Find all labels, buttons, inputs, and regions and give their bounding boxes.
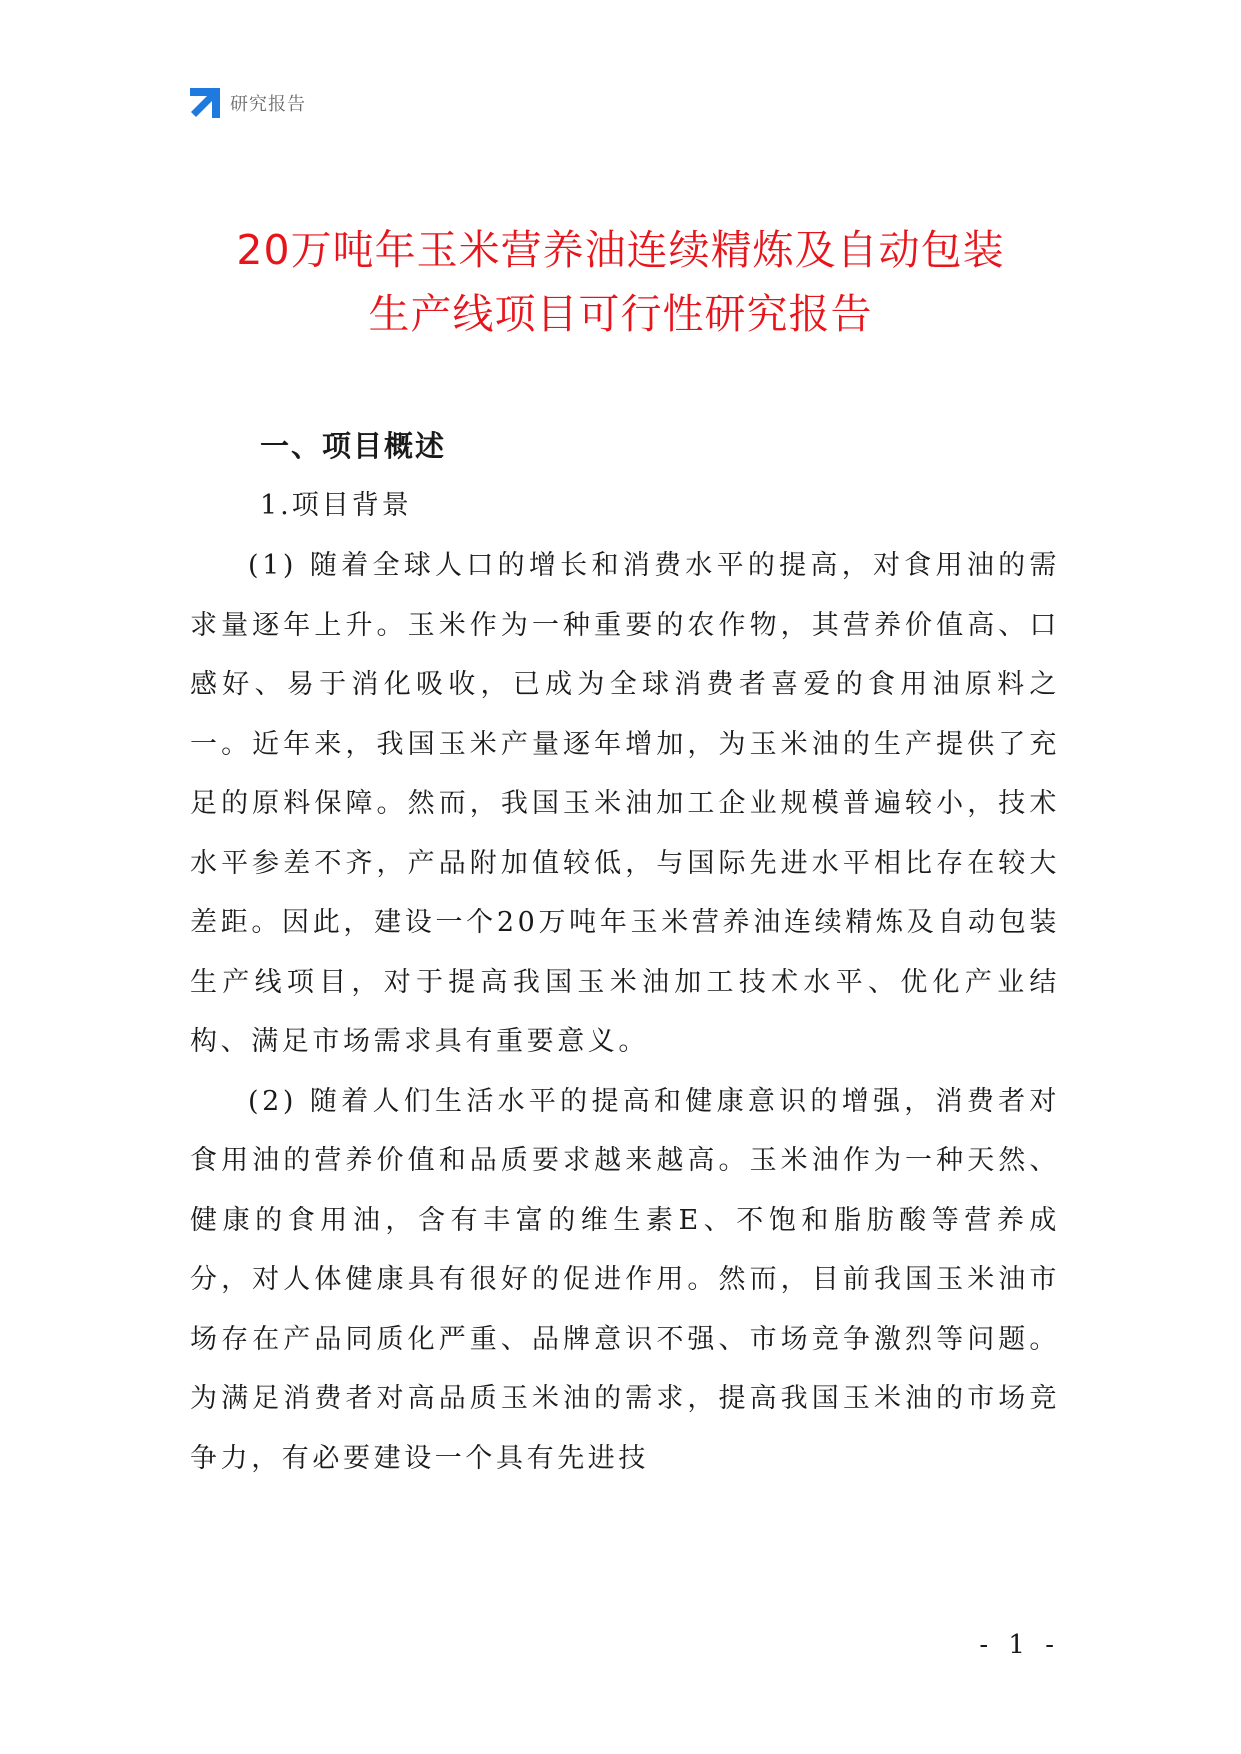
paragraph-2: (2) 随着人们生活水平的提高和健康意识的增强，消费者对食用油的营养价值和品质要求越来越高。玉米油作为一种天然、健康的食用油，含有丰富的维生素E、不饱和脂肪酸等营养成分，对人体健康具有很好的促进作用。然而，目前我国玉米油市场存在产品同质化严重、品牌意识不强、市场竞争激烈等问题。为满足消费者对高品质玉米油的需求，提高我国玉米油的市场竞争力，有必要建设一个具有先进技 [190,1085,1060,1474]
subsection-heading: 1.项目背景 [260,490,412,521]
document-title [0,218,1241,346]
title-line-1: 20万吨年玉米营养油连续精炼及自动包装 [236,226,1005,274]
title-line-2: 生产线项目可行性研究报告 [368,290,873,338]
header-label: 研究报告 [230,94,306,115]
paragraph-1: (1) 随着全球人口的增长和消费水平的提高，对食用油的需求量逐年上升。玉米作为一种重要的农作物，其营养价值高、口感好、易于消化吸收，已成为全球消费者喜爱的食用油原料之一。近年来，我国玉米产量逐年增加，为玉米油的生产提供了充足的原料保障。然而，我国玉米油加工企业规模普遍较小，技术水平参差不齐，产品附加值较低，与国际先进水平相比存在较大差距。因此，建设一个20万吨年玉米营养油连续精炼及自动包装生产线项目，对于提高我国玉米油加工技术水平、优化产业结构、满足市场需求具有重要意义。 [190,550,1060,1057]
section-heading: 一、项目概述 [260,429,447,463]
arrow-logo-icon [190,88,220,118]
document-body [190,416,1060,1488]
report-header [190,88,306,118]
page-number: - 1 - [979,1630,1060,1660]
